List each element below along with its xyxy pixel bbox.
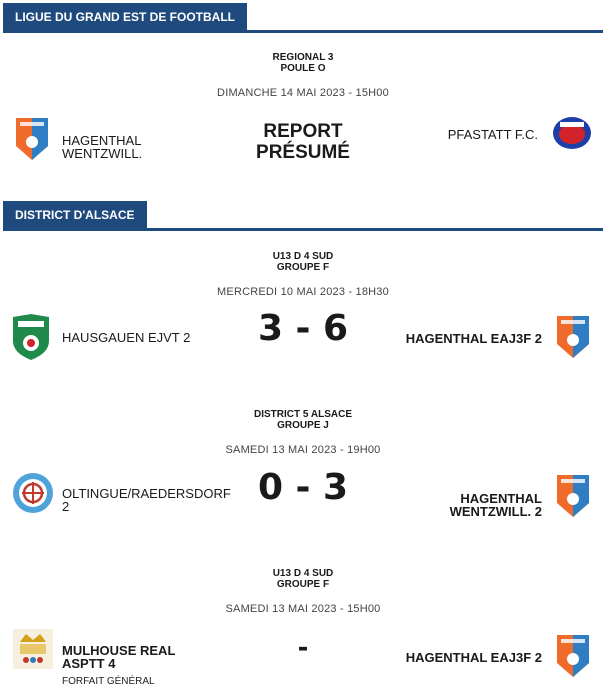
match-date: DIMANCHE 14 MAI 2023 - 15H00 [217,87,389,99]
competition-name: U13 D 4 SUD [272,568,334,579]
home-team-name[interactable]: HAUSGAUEN EJVT 2 [62,330,191,345]
home-team-name[interactable]: OLTINGUE/RAEDERSDORF 2 [62,486,231,514]
away-team-name[interactable]: HAGENTHAL EAJ3F 2 [405,650,542,665]
competition-group: GROUPE J [277,420,329,431]
away-team-name[interactable]: PFASTATT F.C. [447,127,538,142]
home-team-name[interactable]: MULHOUSE REAL ASPTT 4 [62,643,176,671]
pfastatt-badge-icon[interactable] [552,116,592,150]
competition-group: GROUPE F [276,262,330,273]
competition-name: U13 D 4 SUD [272,251,334,262]
competition-name: REGIONAL 3 [272,52,334,63]
match-result-status: REPORT PRÉSUMÉ [256,121,350,163]
match-score: 3 - 6 [257,308,349,349]
forfeit-note: FORFAIT GÉNÉRAL [62,676,155,687]
competition-name: DISTRICT 5 ALSACE [254,409,352,420]
section-title: DISTRICT D'ALSACE [3,201,147,229]
hagenthal-shield-icon[interactable] [555,633,591,679]
match-date: SAMEDI 13 MAI 2023 - 15H00 [225,603,381,615]
competition-group: POULE O [280,63,326,74]
hagenthal-shield-icon[interactable] [555,314,591,360]
competition-group: GROUPE F [276,579,330,590]
match-date: SAMEDI 13 MAI 2023 - 19H00 [225,444,381,456]
section-divider [3,228,603,231]
away-team-name[interactable]: HAGENTHAL WENTZWILL. 2 [449,491,542,519]
hagenthal-shield-icon[interactable] [555,473,591,519]
match-score: 0 - 3 [257,467,349,508]
section-title: LIGUE DU GRAND EST DE FOOTBALL [3,3,247,31]
match-score: - [297,633,309,663]
home-team-name[interactable]: HAGENTHAL WENTZWILL. [62,133,143,161]
section-divider [3,30,603,33]
match-date: MERCREDI 10 MAI 2023 - 18H30 [217,286,389,298]
away-team-name[interactable]: HAGENTHAL EAJ3F 2 [405,331,542,346]
